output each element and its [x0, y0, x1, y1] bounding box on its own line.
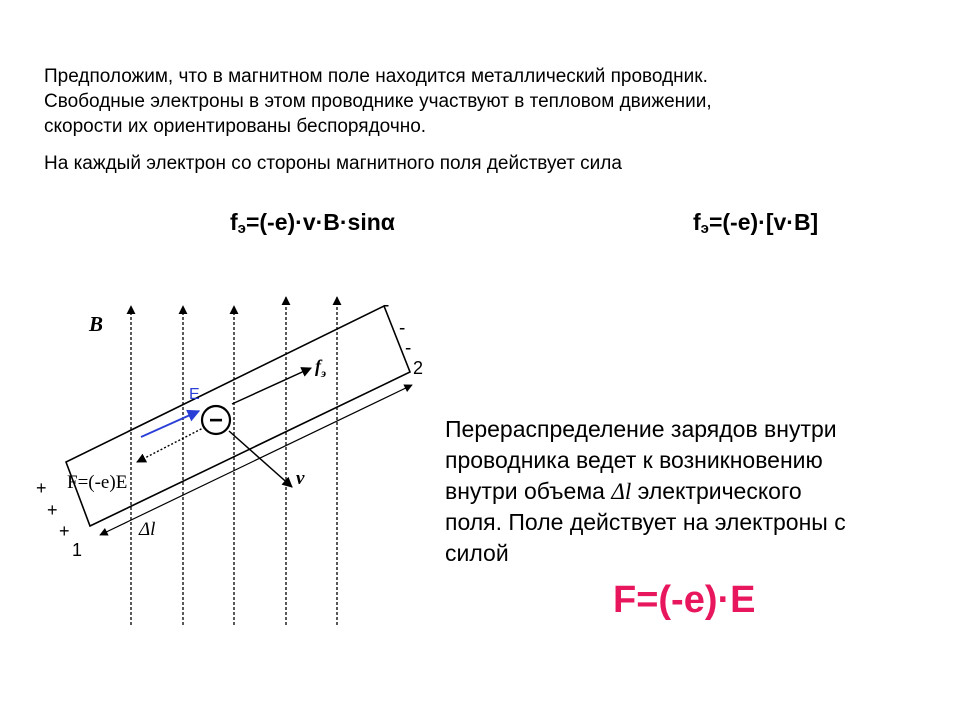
electric-force-formula: F=(-e)·E [613, 579, 756, 621]
velocity-arrow [229, 431, 292, 487]
f-force-arrow [137, 427, 205, 462]
force-label: F=(-e)E [67, 472, 128, 493]
explanation-line-2: проводника ведет к возникновению [445, 447, 823, 473]
field-label-b: B [89, 312, 104, 336]
explanation-line-3 [445, 476, 925, 507]
fe-label-sub: э [321, 366, 326, 380]
intro-line-1: Предположим, что в магнитном поле находится металлический проводник. [44, 66, 708, 87]
v-label: v [296, 468, 305, 489]
plus-sign: + [47, 500, 58, 520]
fe-force-arrow [232, 368, 311, 404]
explanation-text [445, 414, 925, 569]
e-field-arrow [141, 411, 199, 437]
end-label-1: 1 [72, 540, 83, 560]
formula-left-rest: =(-e)·v·B·sinα [245, 209, 395, 235]
magnetic-field-lines [131, 297, 337, 625]
intro-line-2: Свободные электроны в этом проводнике участвуют в тепловом движении, [44, 91, 712, 112]
end-label-2: 2 [413, 358, 424, 378]
formula-right-rest: =(-e)·[v·B] [708, 209, 819, 235]
formula-right-sub: э [700, 220, 709, 237]
formula-left-f: f [230, 209, 238, 235]
explanation-delta-l: Δl [611, 479, 632, 504]
delta-l-arrow [100, 385, 412, 535]
negative-charges [383, 295, 411, 359]
minus-sign: - [399, 318, 406, 339]
electron-sign: − [208, 407, 224, 434]
formula-left-sub: э [237, 220, 246, 237]
fe-label [315, 356, 326, 380]
minus-sign: - [383, 295, 390, 316]
formula-right-f: f [693, 209, 701, 235]
explanation-line-4: поля. Поле действует на электроны с [445, 509, 846, 535]
plus-sign: + [36, 478, 47, 498]
fe-label-f: f [315, 356, 321, 376]
minus-sign: - [405, 338, 412, 359]
explanation-line-3-b: электрического [631, 478, 802, 504]
explanation-line-3-a: внутри объема [445, 478, 612, 504]
intro-line-3: скорости их ориентированы беспорядочно. [44, 116, 427, 137]
conductor-bar [66, 306, 410, 526]
delta-l-label: Δl [139, 519, 156, 540]
positive-charges [36, 478, 70, 541]
force-lead-text: На каждый электрон со стороны магнитного поля действует сила [44, 153, 622, 174]
plus-sign: + [59, 521, 70, 541]
e-label: E [189, 386, 200, 403]
explanation-line-1: Перераспределение зарядов внутри [445, 416, 837, 442]
explanation-line-5: силой [445, 540, 509, 566]
